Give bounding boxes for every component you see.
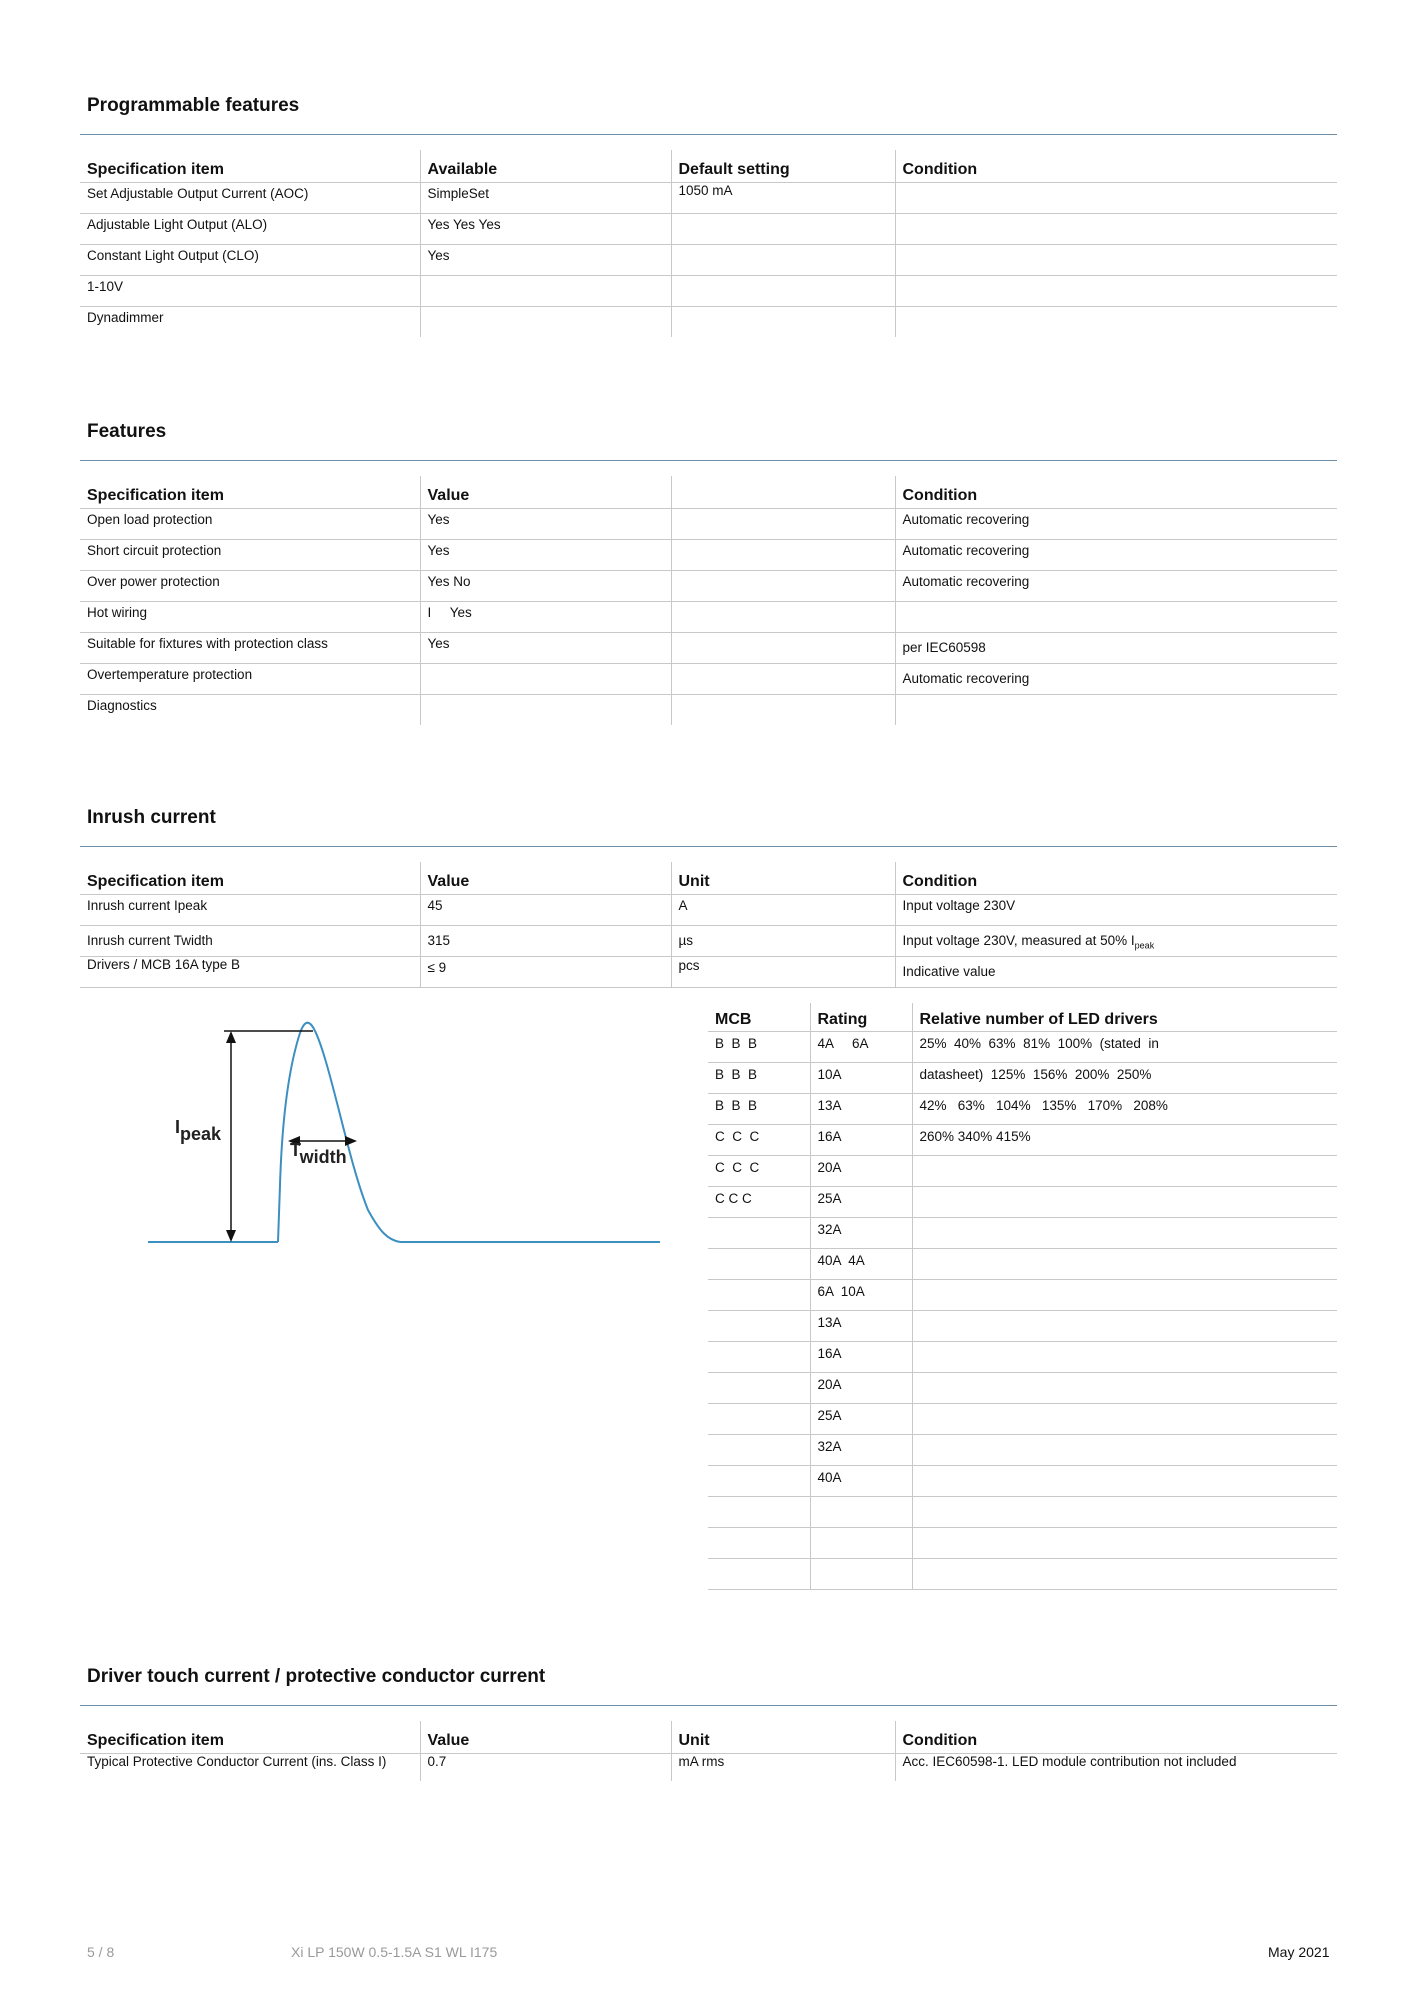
product-name: Xi LP 150W 0.5-1.5A S1 WL I175 xyxy=(291,1944,498,1960)
section-title-programmable: Programmable features xyxy=(87,95,300,116)
column-header: Condition xyxy=(895,862,1337,895)
mcb-rating: 20A xyxy=(810,1373,912,1404)
mcb-type xyxy=(708,1466,810,1497)
column-header: Specification item xyxy=(80,150,420,183)
section-rule xyxy=(80,134,1337,135)
spec-item: Inrush current Ipeak xyxy=(80,895,420,926)
section-rule xyxy=(80,846,1337,847)
relative-driver-count xyxy=(912,1311,1337,1342)
unit: µs xyxy=(671,926,895,957)
section-rule xyxy=(80,460,1337,461)
inrush-pulse-curve xyxy=(278,1023,400,1242)
feature-value: Yes xyxy=(420,633,671,664)
section-title-features: Features xyxy=(87,421,167,442)
mcb-table-row xyxy=(708,1373,1337,1404)
mcb-rating: 25A xyxy=(810,1404,912,1435)
table-header-row xyxy=(708,1003,1337,1032)
relative-driver-count xyxy=(912,1249,1337,1280)
table-row xyxy=(80,571,1337,602)
mcb-table-row xyxy=(708,1559,1337,1590)
condition xyxy=(895,276,1337,307)
mcb-type xyxy=(708,1218,810,1249)
condition xyxy=(895,895,1337,926)
mcb-type xyxy=(708,1497,810,1528)
table-row xyxy=(80,214,1337,245)
unit: pcs xyxy=(671,957,895,988)
table-row xyxy=(80,1754,1337,1782)
spec-item: Open load protection xyxy=(80,509,420,540)
spec-item: Hot wiring xyxy=(80,602,420,633)
publication-date: May 2021 xyxy=(1268,1944,1330,1960)
relative-driver-count xyxy=(912,1373,1337,1404)
mcb-rating xyxy=(810,1559,912,1590)
relative-driver-count xyxy=(912,1156,1337,1187)
table-row xyxy=(80,509,1337,540)
table-row xyxy=(80,895,1337,926)
mcb-table-row xyxy=(708,1342,1337,1373)
relative-driver-count xyxy=(912,1404,1337,1435)
column-header: Condition xyxy=(895,1721,1337,1754)
mcb-rating: 16A xyxy=(810,1342,912,1373)
mcb-rating: 13A xyxy=(810,1094,912,1125)
mcb-rating: 6A 10A xyxy=(810,1280,912,1311)
section-title-touch-current: Driver touch current / protective conductor current xyxy=(87,1666,546,1687)
relative-driver-count: 260% 340% 415% xyxy=(912,1125,1337,1156)
mcb-type xyxy=(708,1249,810,1280)
table-row xyxy=(80,276,1337,307)
mcb-rating: 16A xyxy=(810,1125,912,1156)
mcb-table-row xyxy=(708,1404,1337,1435)
programmable-features-table xyxy=(80,150,1337,337)
column-header: Condition xyxy=(895,476,1337,509)
column-header: Unit xyxy=(671,1721,895,1754)
touch-current-table xyxy=(80,1721,1337,1781)
available-value: SimpleSet xyxy=(420,183,671,214)
mcb-table-row xyxy=(708,1032,1337,1063)
mcb-rating: 40A xyxy=(810,1466,912,1497)
condition: Automatic recovering xyxy=(895,664,1337,695)
condition xyxy=(895,926,1337,957)
mcb-table-row xyxy=(708,1497,1337,1528)
spec-item: Over power protection xyxy=(80,571,420,602)
default-setting xyxy=(671,307,895,338)
condition xyxy=(895,695,1337,726)
inrush-current-table xyxy=(80,862,1337,988)
condition: Automatic recovering xyxy=(895,509,1337,540)
peak-arrow-top xyxy=(226,1031,236,1043)
table-row xyxy=(80,957,1337,988)
inrush-value: 315 xyxy=(420,926,671,957)
empty-cell xyxy=(671,664,895,695)
column-header: Condition xyxy=(895,150,1337,183)
feature-value: Yes No xyxy=(420,571,671,602)
spec-item: Inrush current Twidth xyxy=(80,926,420,957)
condition-subscript: peak xyxy=(1134,940,1155,951)
mcb-type xyxy=(708,1311,810,1342)
empty-cell xyxy=(671,633,895,664)
column-header: Specification item xyxy=(80,476,420,509)
table-row xyxy=(80,307,1337,338)
column-header: Unit xyxy=(671,862,895,895)
features-table xyxy=(80,476,1337,725)
section-title-inrush: Inrush current xyxy=(87,807,216,828)
mcb-rating: 32A xyxy=(810,1218,912,1249)
relative-driver-count xyxy=(912,1559,1337,1590)
relative-driver-count xyxy=(912,1218,1337,1249)
column-header: Value xyxy=(420,862,671,895)
mcb-type: B B B xyxy=(708,1032,810,1063)
mcb-type: B B B xyxy=(708,1094,810,1125)
mcb-type xyxy=(708,1559,810,1590)
relative-driver-count xyxy=(912,1497,1337,1528)
column-header: Default setting xyxy=(671,150,895,183)
mcb-rating: 40A 4A xyxy=(810,1249,912,1280)
default-setting xyxy=(671,245,895,276)
spec-item: 1-10V xyxy=(80,276,420,307)
mcb-table-row xyxy=(708,1125,1337,1156)
spec-item: Constant Light Output (CLO) xyxy=(80,245,420,276)
empty-cell xyxy=(671,509,895,540)
mcb-table-row xyxy=(708,1249,1337,1280)
width-arrow-right xyxy=(345,1136,357,1146)
relative-driver-count xyxy=(912,1187,1337,1218)
mcb-rating: 20A xyxy=(810,1156,912,1187)
spec-item: Typical Protective Conductor Current (ins. Class I) xyxy=(87,1754,387,1769)
ipeak-label: Ipeak xyxy=(175,1117,222,1144)
mcb-table-row xyxy=(708,1435,1337,1466)
relative-driver-count: 42% 63% 104% 135% 170% 208% xyxy=(912,1094,1337,1125)
column-header: Specification item xyxy=(80,862,420,895)
inrush-value: 45 xyxy=(420,895,671,926)
column-header: Value xyxy=(420,476,671,509)
table-header-row xyxy=(80,1721,1337,1754)
inrush-waveform-diagram xyxy=(140,1010,670,1270)
mcb-rating: 25A xyxy=(810,1187,912,1218)
condition: Automatic recovering xyxy=(895,540,1337,571)
unit: A xyxy=(671,895,895,926)
column-header: Available xyxy=(420,150,671,183)
table-header-row xyxy=(80,862,1337,895)
table-row xyxy=(80,602,1337,633)
inrush-value: ≤ 9 xyxy=(420,957,671,988)
default-setting: 1050 mA xyxy=(671,183,895,214)
condition xyxy=(895,602,1337,633)
spec-item: Short circuit protection xyxy=(80,540,420,571)
spec-item: Dynadimmer xyxy=(87,310,164,325)
condition xyxy=(895,214,1337,245)
table-row xyxy=(80,633,1337,664)
mcb-table-row xyxy=(708,1280,1337,1311)
relative-driver-count xyxy=(912,1280,1337,1311)
available-value xyxy=(420,276,671,307)
mcb-type xyxy=(708,1280,810,1311)
table-header-row xyxy=(80,150,1337,183)
feature-value xyxy=(420,695,671,726)
spec-item: Set Adjustable Output Current (AOC) xyxy=(80,183,420,214)
condition: Acc. IEC60598-1. LED module contribution not included xyxy=(895,1754,1337,1782)
relative-driver-count xyxy=(912,1466,1337,1497)
table-row xyxy=(80,183,1337,214)
section-rule xyxy=(80,1705,1337,1706)
empty-cell xyxy=(671,571,895,602)
column-header: MCB xyxy=(708,1003,810,1032)
relative-driver-count: 25% 40% 63% 81% 100% (stated in xyxy=(912,1032,1337,1063)
mcb-table-row xyxy=(708,1156,1337,1187)
spec-item: Diagnostics xyxy=(87,698,157,713)
spec-item: Adjustable Light Output (ALO) xyxy=(80,214,420,245)
condition-text: Input voltage 230V, measured at 50% I xyxy=(902,933,1135,948)
condition-text: Indicative value xyxy=(902,964,996,979)
feature-value: Yes xyxy=(420,509,671,540)
default-setting xyxy=(671,276,895,307)
available-value: Yes Yes Yes xyxy=(420,214,671,245)
column-header: Rating xyxy=(810,1003,912,1032)
condition xyxy=(895,957,1337,988)
mcb-rating xyxy=(810,1528,912,1559)
table-row xyxy=(80,926,1337,957)
condition: per IEC60598 xyxy=(895,633,1337,664)
relative-driver-count xyxy=(912,1528,1337,1559)
mcb-rating: 4A 6A xyxy=(810,1032,912,1063)
table-row xyxy=(80,695,1337,726)
column-header: Specification item xyxy=(80,1721,420,1754)
mcb-type xyxy=(708,1528,810,1559)
feature-value: I Yes xyxy=(420,602,671,633)
page-number: 5 / 8 xyxy=(87,1944,115,1960)
mcb-type xyxy=(708,1404,810,1435)
table-row xyxy=(80,664,1337,695)
mcb-type: C C C xyxy=(708,1156,810,1187)
mcb-table-row xyxy=(708,1218,1337,1249)
mcb-table-row xyxy=(708,1094,1337,1125)
feature-value: Yes xyxy=(420,540,671,571)
condition xyxy=(895,245,1337,276)
mcb-type: B B B xyxy=(708,1063,810,1094)
mcb-type: C C C xyxy=(708,1187,810,1218)
mcb-rating: 13A xyxy=(810,1311,912,1342)
relative-driver-count: datasheet) 125% 156% 200% 250% xyxy=(912,1063,1337,1094)
condition-text: Input voltage 230V xyxy=(902,898,1016,913)
empty-cell xyxy=(671,695,895,726)
empty-cell xyxy=(671,602,895,633)
available-value xyxy=(420,307,671,338)
column-header xyxy=(671,476,895,509)
unit: mA rms xyxy=(671,1754,895,1782)
twidth-label: Twidth xyxy=(290,1140,347,1167)
relative-driver-count xyxy=(912,1342,1337,1373)
spec-item: Drivers / MCB 16A type B xyxy=(80,957,420,988)
available-value: Yes xyxy=(420,245,671,276)
mcb-table-row xyxy=(708,1311,1337,1342)
table-row xyxy=(80,245,1337,276)
mcb-table xyxy=(708,1003,1337,1590)
mcb-type xyxy=(708,1435,810,1466)
condition: Automatic recovering xyxy=(895,571,1337,602)
column-header: Relative number of LED drivers xyxy=(912,1003,1337,1032)
mcb-table-row xyxy=(708,1063,1337,1094)
condition xyxy=(895,183,1337,214)
mcb-table-row xyxy=(708,1528,1337,1559)
table-row xyxy=(80,540,1337,571)
mcb-type: C C C xyxy=(708,1125,810,1156)
table-header-row xyxy=(80,476,1337,509)
mcb-rating: 10A xyxy=(810,1063,912,1094)
touch-value: 0.7 xyxy=(420,1754,671,1782)
peak-arrow-bottom xyxy=(226,1230,236,1242)
mcb-table-row xyxy=(708,1187,1337,1218)
mcb-rating xyxy=(810,1497,912,1528)
condition xyxy=(895,307,1337,338)
relative-driver-count xyxy=(912,1435,1337,1466)
mcb-rating: 32A xyxy=(810,1435,912,1466)
empty-cell xyxy=(671,540,895,571)
spec-item: Suitable for fixtures with protection class xyxy=(80,633,420,664)
mcb-type xyxy=(708,1373,810,1404)
feature-value xyxy=(420,664,671,695)
spec-item: Overtemperature protection xyxy=(80,664,420,695)
column-header: Value xyxy=(420,1721,671,1754)
default-setting xyxy=(671,214,895,245)
mcb-table-row xyxy=(708,1466,1337,1497)
mcb-type xyxy=(708,1342,810,1373)
